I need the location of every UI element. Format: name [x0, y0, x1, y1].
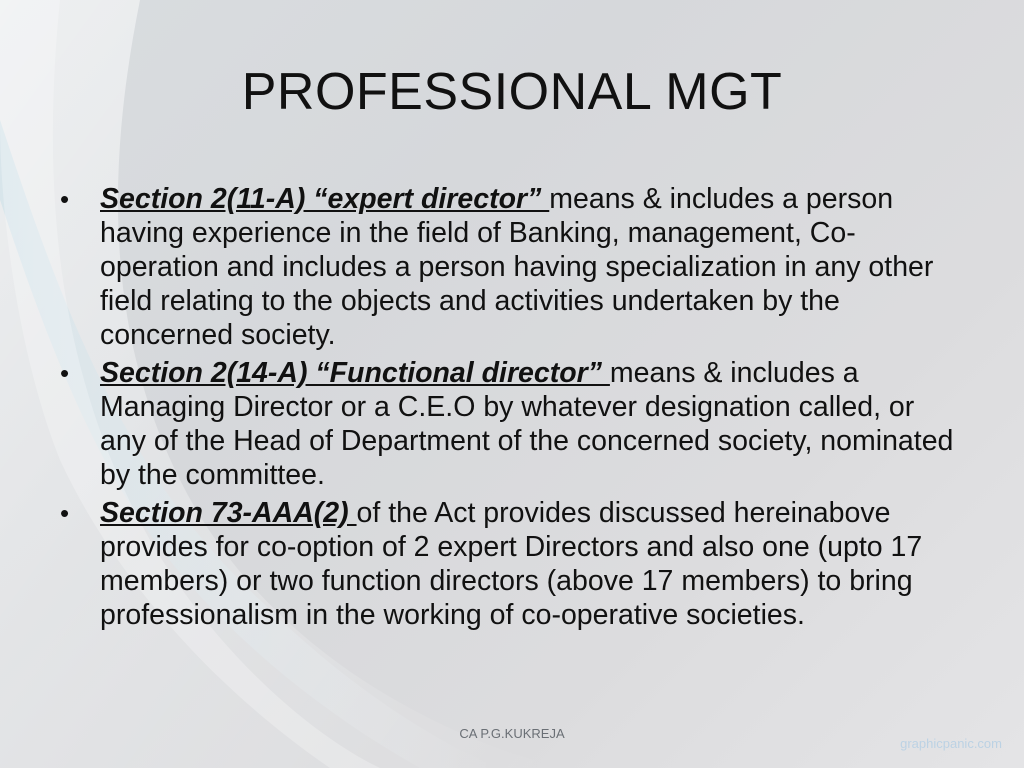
- slide-footer: CA P.G.KUKREJA: [459, 726, 565, 741]
- slide-title: PROFESSIONAL MGT: [241, 63, 783, 121]
- bullet-text: of the Act provides discussed hereinabove provides for co-option of 2 expert Directors and also one (upto 17 members) or two function directors (above 17 members) to bring professionalism in the working of co-operative societies.: [100, 497, 923, 631]
- bullet-text: means & includes a person having experience in the field of Banking, management, Co-operation and includes a person having specialization in any other field relating to the objects and activities undertaken by the concerned society.: [100, 183, 934, 351]
- bullet-item-section-73: [58, 496, 958, 632]
- bullet-dot-icon: •: [60, 358, 70, 388]
- section-reference: Section 73-AAA(2): [100, 497, 357, 529]
- section-reference: Section 2(11-A) “expert director”: [100, 183, 550, 215]
- bullet-text: means & includes a Managing Director or a C.E.O by whatever designation called, or any of the Head of Department of the concerned society, nominated by the committee.: [100, 357, 954, 491]
- watermark: graphicpanic.com: [900, 736, 1002, 751]
- bullet-dot-icon: •: [60, 498, 70, 528]
- section-reference: Section 2(14-A) “Functional director”: [100, 357, 610, 389]
- bullet-item-functional-director: [58, 356, 958, 492]
- bullet-item-expert-director: [58, 182, 958, 352]
- bullet-dot-icon: •: [60, 184, 70, 214]
- bullet-list: [58, 182, 958, 636]
